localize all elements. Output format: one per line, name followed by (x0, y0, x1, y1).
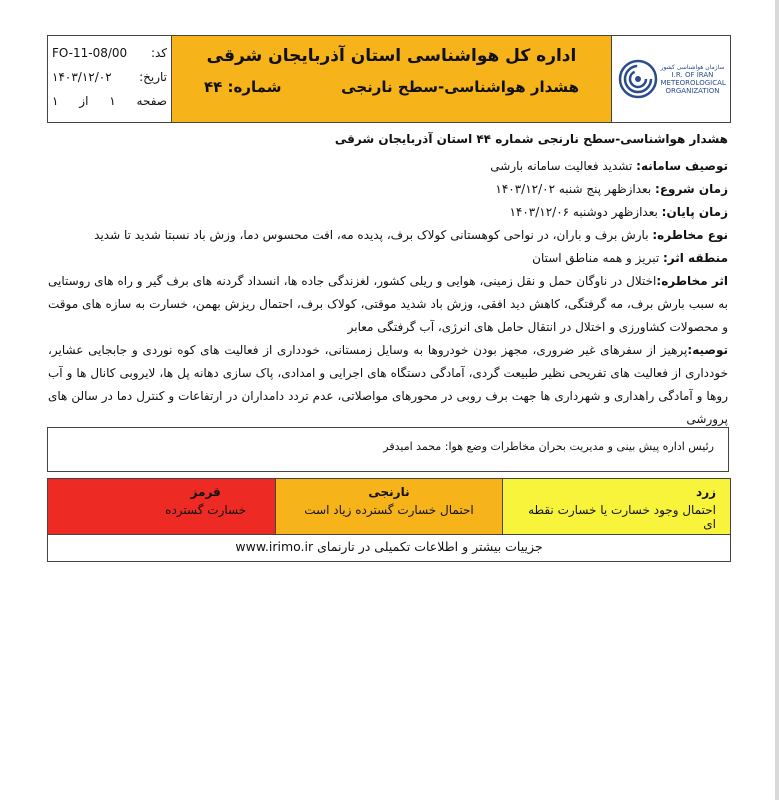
hazard-line (48, 224, 728, 247)
meteorological-logo (612, 36, 730, 122)
hazard-value: بارش برف و باران، در نواحی کوهستانی کولاک برف، پدیده مه، افت محسوس دما، وزش باد نسبتا شدید تا شدید (94, 228, 653, 242)
start-line (48, 178, 728, 201)
logo-icon (618, 59, 658, 99)
system-label: توصیف سامانه: (636, 159, 728, 173)
impact-label: اثر مخاطره: (656, 274, 729, 288)
footer-text: جزییات بیشتر و اطلاعات تکمیلی در تارنمای www.irimo.ir (235, 539, 543, 554)
system-line (48, 155, 728, 178)
legend-red-title: قرمز (190, 485, 221, 499)
legend-red-desc: خسارت گسترده (165, 503, 247, 517)
legend-yellow-desc: احتمال وجود خسارت یا خسارت نقطه ای (528, 503, 717, 531)
header-title-block (172, 36, 612, 122)
warning-level-legend (47, 478, 731, 535)
start-label: زمان شروع: (655, 182, 728, 196)
hazard-label: نوع مخاطره: (652, 228, 728, 242)
signature-text: رئیس اداره پیش بینی و مدیریت بحران مخاطرات وضع هوا: محمد امیدفر (383, 440, 714, 453)
legend-orange (276, 479, 504, 534)
legend-orange-desc: احتمال خسارت گسترده زیاد است (304, 503, 474, 517)
warning-subtitle: هشدار هواشناسی-سطح نارنجی (341, 78, 579, 96)
page-total: ۱ (52, 94, 59, 108)
office-title: اداره کل هواشناسی استان آذربایجان شرقی (206, 46, 577, 66)
page-of: از (79, 94, 89, 108)
date-label: تاریخ: (139, 70, 167, 84)
end-value: بعدازظهر دوشنبه ۱۴۰۳/۱۲/۰۶ (509, 205, 662, 219)
page-label: صفحه (136, 94, 167, 108)
system-value: تشدید فعالیت سامانه بارشی (490, 159, 637, 173)
warning-body (48, 128, 728, 431)
end-label: زمان پایان: (661, 205, 728, 219)
warning-subtitle-row (184, 78, 599, 96)
advice-label: توصیه: (687, 343, 728, 357)
advice-line (48, 339, 728, 431)
signature-box (47, 427, 729, 472)
logo-english-text: I.R. OF IRAN METEOROLOGICAL ORGANIZATION (660, 70, 726, 95)
impact-value: اختلال در ناوگان حمل و نقل زمینی، هوایی و ریلی کشور، لغزندگی جاده ها، انسداد گردنه های برف گیر و راه های روستایی به سبب بارش برف، مه گرفتگی، کاهش دید افقی، وزش باد شدید موقتی، کولاک برف، احتمال ریزش بهمن، خسارت به سازه های موقت و محصولات کشاورزی و اختلال در انتقال حامل های انرژی، آب گرفتگی معابر (48, 274, 728, 334)
date-value: ۱۴۰۳/۱۲/۰۲ (52, 70, 112, 84)
page-num: ۱ (109, 94, 116, 108)
area-value: تبریز و همه مناطق استان (532, 251, 663, 265)
legend-yellow (503, 479, 730, 534)
website-footer (47, 533, 731, 562)
start-value: بعدازظهر پنج شنبه ۱۴۰۳/۱۲/۰۲ (495, 182, 656, 196)
code-row (52, 41, 167, 65)
code-value: FO-11-08/00 (52, 46, 128, 60)
legend-orange-title: نارنجی (368, 485, 410, 499)
header-table (47, 35, 731, 123)
logo-persian-text: سازمان هواشناسی کشور (660, 63, 725, 71)
impact-line (48, 270, 728, 339)
form-meta (48, 36, 172, 122)
advice-value: پرهیز از سفرهای غیر ضروری، مجهز بودن خودروها به وسایل زمستانی، خودداری از فعالیت های کوه نوردی و جابجایی عشایر، خودداری از فعالیت های تفریحی نظیر طبیعت گردی، آمادگی دستگاه های اجرایی و امدادی، پاک سازی دهانه پل ها، لایروبی کانال ها و آب روها و آمادگی راهداری و شهرداری ها جهت برف روبی در محورهای مواصلاتی، عدم تردد دامداران در ارتفاعات و کنترل دما در سالن های پرورشی (48, 343, 728, 426)
date-row (52, 65, 167, 89)
page-row (52, 89, 167, 113)
area-line (48, 247, 728, 270)
legend-yellow-title: زرد (696, 485, 717, 499)
area-label: منطقه اثر: (663, 251, 728, 265)
code-label: کد: (150, 46, 167, 60)
end-line (48, 201, 728, 224)
legend-red (48, 479, 276, 534)
warning-number: شماره: ۴۴ (204, 78, 282, 96)
warning-heading: هشدار هواشناسی-سطح نارنجی شماره ۴۴ استان آذربایجان شرقی (334, 132, 728, 146)
